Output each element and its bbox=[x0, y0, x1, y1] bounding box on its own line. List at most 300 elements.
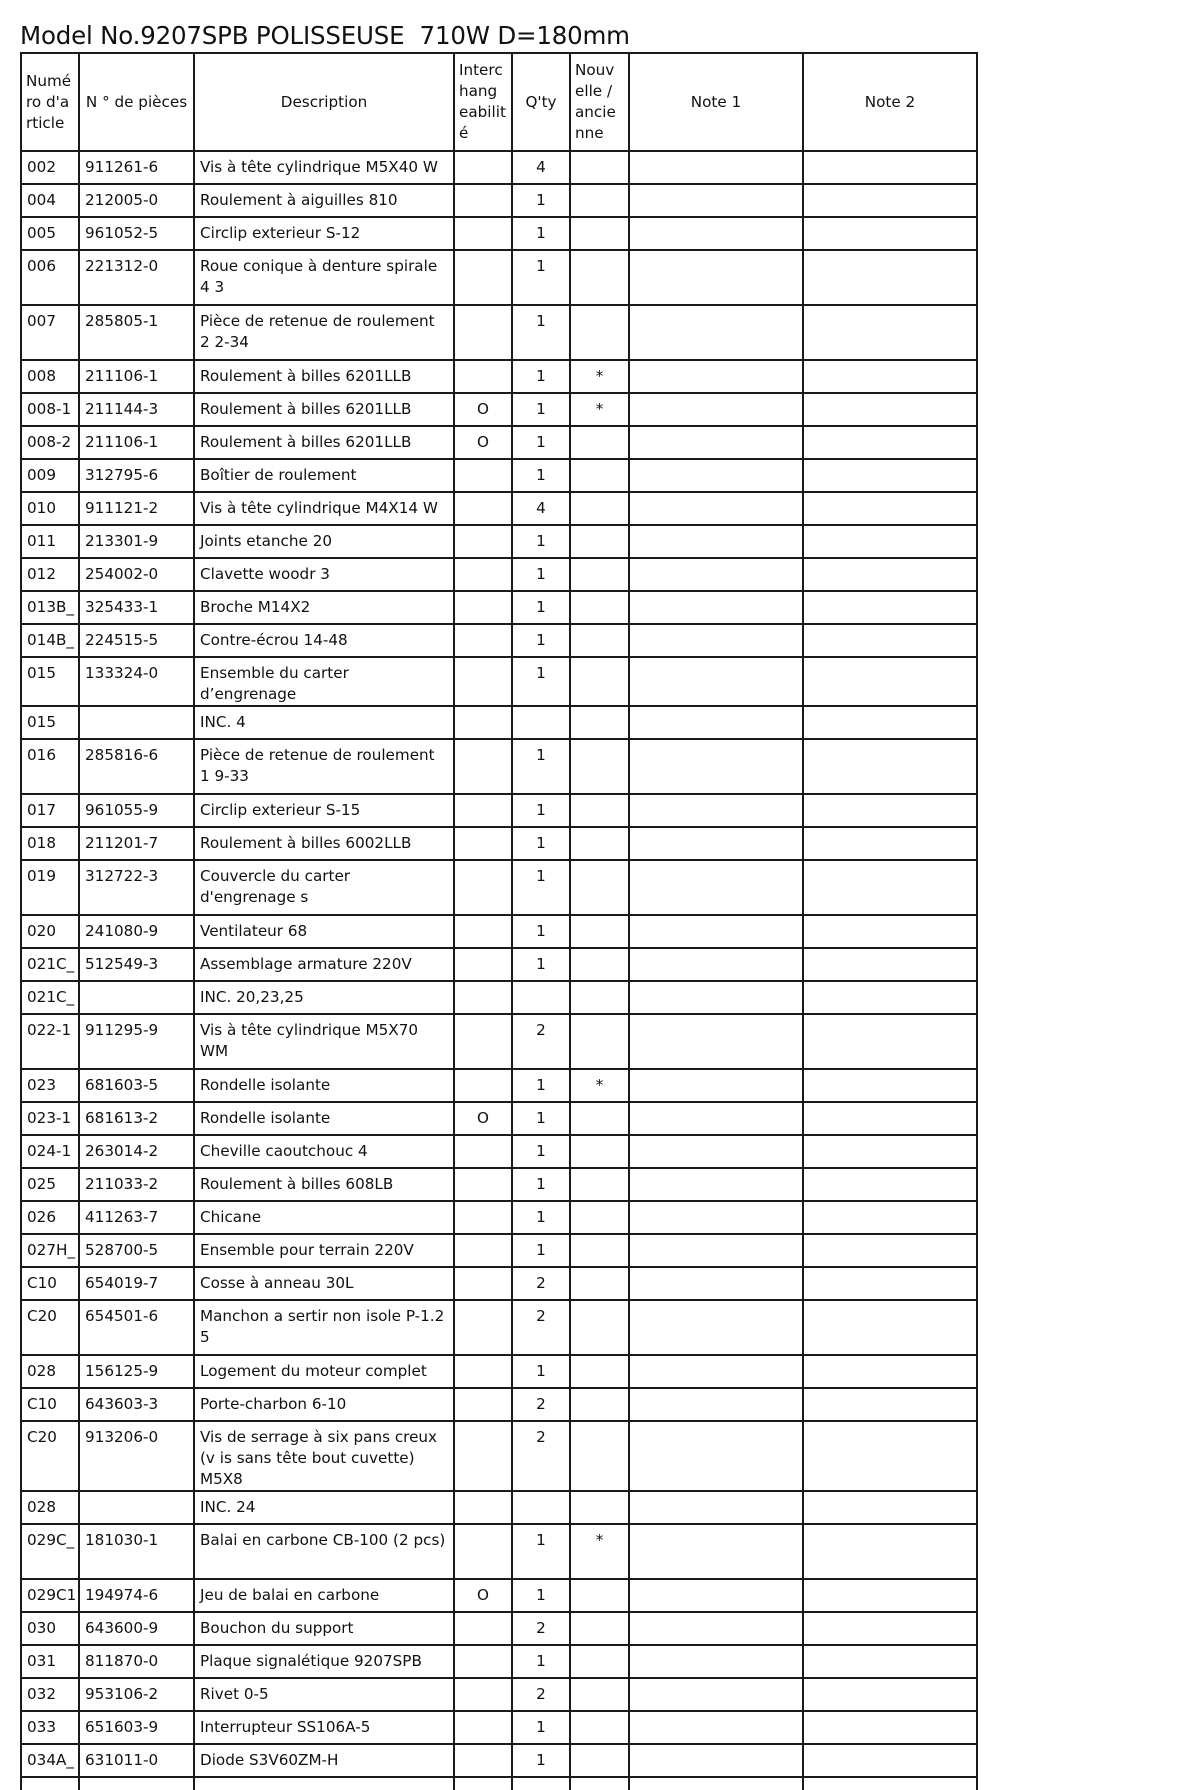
note-2-cell bbox=[803, 305, 977, 360]
item-number-cell: 008-1 bbox=[21, 393, 79, 426]
quantity-cell: 2 bbox=[512, 1267, 570, 1300]
table-row bbox=[21, 558, 977, 591]
note-2-cell bbox=[803, 1491, 977, 1524]
interchangeability-cell bbox=[454, 1135, 512, 1168]
table-row bbox=[21, 1135, 977, 1168]
item-number-cell: 020 bbox=[21, 915, 79, 948]
table-row bbox=[21, 1612, 977, 1645]
item-number-cell: C20 bbox=[21, 1300, 79, 1355]
item-number-cell: 002 bbox=[21, 151, 79, 184]
note-1-cell bbox=[629, 250, 803, 305]
new-old-cell bbox=[570, 250, 629, 305]
item-number-cell: 029C_ bbox=[21, 1524, 79, 1579]
item-number-cell: 023-1 bbox=[21, 1102, 79, 1135]
interchangeability-cell bbox=[454, 1069, 512, 1102]
part-number-cell: 312722-3 bbox=[79, 860, 194, 915]
note-1-cell bbox=[629, 739, 803, 794]
item-number-cell: C10 bbox=[21, 1388, 79, 1421]
interchangeability-cell bbox=[454, 591, 512, 624]
description-cell: Roue conique à denture spirale 4 3 bbox=[194, 250, 454, 305]
part-number-cell: 263014-2 bbox=[79, 1135, 194, 1168]
new-old-cell bbox=[570, 1645, 629, 1678]
note-2-cell bbox=[803, 151, 977, 184]
note-2-cell bbox=[803, 426, 977, 459]
table-row bbox=[21, 1168, 977, 1201]
table-row bbox=[21, 794, 977, 827]
description-cell: Boîtier de roulement bbox=[194, 459, 454, 492]
description-cell: Rondelle isolante bbox=[194, 1102, 454, 1135]
part-number-cell: 254002-0 bbox=[79, 558, 194, 591]
part-number-cell: 181030-1 bbox=[79, 1524, 194, 1579]
new-old-cell bbox=[570, 1421, 629, 1491]
new-old-cell bbox=[570, 492, 629, 525]
note-1-cell bbox=[629, 1168, 803, 1201]
item-number-cell: 011 bbox=[21, 525, 79, 558]
note-1-cell bbox=[629, 492, 803, 525]
note-1-cell bbox=[629, 1267, 803, 1300]
new-old-cell bbox=[570, 217, 629, 250]
description-cell: Roulement à billes 6201LLB bbox=[194, 360, 454, 393]
interchangeability-cell bbox=[454, 948, 512, 981]
quantity-cell: 1 bbox=[512, 360, 570, 393]
empty-cell bbox=[629, 1777, 803, 1790]
note-1-cell bbox=[629, 860, 803, 915]
item-number-cell: C20 bbox=[21, 1421, 79, 1491]
description-cell: Contre-écrou 14-48 bbox=[194, 624, 454, 657]
note-2-cell bbox=[803, 794, 977, 827]
quantity-cell: 1 bbox=[512, 1744, 570, 1777]
note-1-cell bbox=[629, 706, 803, 739]
description-cell: Manchon a sertir non isole P-1.2 5 bbox=[194, 1300, 454, 1355]
part-number-cell: 211106-1 bbox=[79, 426, 194, 459]
empty-cell bbox=[570, 1777, 629, 1790]
quantity-cell: 1 bbox=[512, 657, 570, 706]
description-cell: Couvercle du carter d'engrenage s bbox=[194, 860, 454, 915]
description-cell: Roulement à billes 6201LLB bbox=[194, 426, 454, 459]
new-old-cell bbox=[570, 981, 629, 1014]
item-number-cell: 007 bbox=[21, 305, 79, 360]
table-row bbox=[21, 624, 977, 657]
note-1-cell bbox=[629, 981, 803, 1014]
quantity-cell: 1 bbox=[512, 558, 570, 591]
interchangeability-cell: O bbox=[454, 426, 512, 459]
empty-cell bbox=[454, 1777, 512, 1790]
description-cell: INC. 4 bbox=[194, 706, 454, 739]
note-2-cell bbox=[803, 1135, 977, 1168]
part-number-cell: 654019-7 bbox=[79, 1267, 194, 1300]
note-2-cell bbox=[803, 525, 977, 558]
quantity-cell: 1 bbox=[512, 1645, 570, 1678]
interchangeability-cell: O bbox=[454, 1102, 512, 1135]
header-new-old: Nouv elle / ancie nne bbox=[570, 53, 629, 151]
header-note-1: Note 1 bbox=[629, 53, 803, 151]
description-cell: Vis à tête cylindrique M5X70 WM bbox=[194, 1014, 454, 1069]
new-old-cell bbox=[570, 525, 629, 558]
note-1-cell bbox=[629, 1579, 803, 1612]
note-2-cell bbox=[803, 1201, 977, 1234]
new-old-cell bbox=[570, 739, 629, 794]
item-number-cell: 017 bbox=[21, 794, 79, 827]
note-1-cell bbox=[629, 459, 803, 492]
quantity-cell: 2 bbox=[512, 1678, 570, 1711]
quantity-cell bbox=[512, 981, 570, 1014]
note-2-cell bbox=[803, 948, 977, 981]
part-number-cell: 631011-0 bbox=[79, 1744, 194, 1777]
note-2-cell bbox=[803, 558, 977, 591]
new-old-cell bbox=[570, 794, 629, 827]
new-old-cell bbox=[570, 591, 629, 624]
note-2-cell bbox=[803, 1744, 977, 1777]
header-description: Description bbox=[194, 53, 454, 151]
note-2-cell bbox=[803, 1069, 977, 1102]
item-number-cell: 009 bbox=[21, 459, 79, 492]
item-number-cell: 012 bbox=[21, 558, 79, 591]
new-old-cell bbox=[570, 1711, 629, 1744]
item-number-cell: 026 bbox=[21, 1201, 79, 1234]
interchangeability-cell bbox=[454, 1744, 512, 1777]
table-row bbox=[21, 426, 977, 459]
note-1-cell bbox=[629, 948, 803, 981]
note-2-cell bbox=[803, 1234, 977, 1267]
description-cell: Plaque signalétique 9207SPB bbox=[194, 1645, 454, 1678]
description-cell: Ensemble pour terrain 220V bbox=[194, 1234, 454, 1267]
interchangeability-cell bbox=[454, 184, 512, 217]
quantity-cell: 1 bbox=[512, 915, 570, 948]
item-number-cell: 008-2 bbox=[21, 426, 79, 459]
page-title: Model No.9207SPB POLISSEUSE 710W D=180mm bbox=[20, 21, 630, 50]
item-number-cell: 032 bbox=[21, 1678, 79, 1711]
description-cell: Interrupteur SS106A-5 bbox=[194, 1711, 454, 1744]
new-old-cell bbox=[570, 1612, 629, 1645]
interchangeability-cell bbox=[454, 1612, 512, 1645]
table-row bbox=[21, 706, 977, 739]
description-cell: Cheville caoutchouc 4 bbox=[194, 1135, 454, 1168]
new-old-cell bbox=[570, 1234, 629, 1267]
interchangeability-cell bbox=[454, 1201, 512, 1234]
note-2-cell bbox=[803, 624, 977, 657]
header-part-number: N ° de pièces bbox=[79, 53, 194, 151]
description-cell: Roulement à aiguilles 810 bbox=[194, 184, 454, 217]
part-number-cell: 211106-1 bbox=[79, 360, 194, 393]
table-row bbox=[21, 1421, 977, 1491]
part-number-cell: 681603-5 bbox=[79, 1069, 194, 1102]
new-old-cell bbox=[570, 426, 629, 459]
table-row bbox=[21, 360, 977, 393]
interchangeability-cell bbox=[454, 151, 512, 184]
quantity-cell: 1 bbox=[512, 1524, 570, 1579]
description-cell: Roulement à billes 6201LLB bbox=[194, 393, 454, 426]
quantity-cell: 1 bbox=[512, 591, 570, 624]
interchangeability-cell bbox=[454, 1388, 512, 1421]
note-1-cell bbox=[629, 184, 803, 217]
note-2-cell bbox=[803, 860, 977, 915]
description-cell: Pièce de retenue de roulement 2 2-34 bbox=[194, 305, 454, 360]
interchangeability-cell bbox=[454, 1355, 512, 1388]
description-cell: Assemblage armature 220V bbox=[194, 948, 454, 981]
quantity-cell bbox=[512, 706, 570, 739]
part-number-cell: 285805-1 bbox=[79, 305, 194, 360]
header-item-number: Numé ro d'a rticle bbox=[21, 53, 79, 151]
description-cell: Vis à tête cylindrique M4X14 W bbox=[194, 492, 454, 525]
quantity-cell: 2 bbox=[512, 1612, 570, 1645]
item-number-cell: 031 bbox=[21, 1645, 79, 1678]
new-old-cell: * bbox=[570, 360, 629, 393]
note-2-cell bbox=[803, 1388, 977, 1421]
part-number-cell: 643603-3 bbox=[79, 1388, 194, 1421]
table-row bbox=[21, 1579, 977, 1612]
note-2-cell bbox=[803, 1102, 977, 1135]
item-number-cell: 021C_ bbox=[21, 948, 79, 981]
description-cell: Bouchon du support bbox=[194, 1612, 454, 1645]
part-number-cell: 212005-0 bbox=[79, 184, 194, 217]
new-old-cell bbox=[570, 860, 629, 915]
part-number-cell: 654501-6 bbox=[79, 1300, 194, 1355]
new-old-cell bbox=[570, 1014, 629, 1069]
part-number-cell: 811870-0 bbox=[79, 1645, 194, 1678]
new-old-cell bbox=[570, 1579, 629, 1612]
description-cell: INC. 20,23,25 bbox=[194, 981, 454, 1014]
new-old-cell bbox=[570, 184, 629, 217]
description-cell: Porte-charbon 6-10 bbox=[194, 1388, 454, 1421]
item-number-cell: 005 bbox=[21, 217, 79, 250]
quantity-cell: 4 bbox=[512, 151, 570, 184]
note-2-cell bbox=[803, 981, 977, 1014]
interchangeability-cell bbox=[454, 217, 512, 250]
note-2-cell bbox=[803, 739, 977, 794]
table-row bbox=[21, 981, 977, 1014]
item-number-cell: 028 bbox=[21, 1355, 79, 1388]
table-row bbox=[21, 459, 977, 492]
new-old-cell bbox=[570, 1168, 629, 1201]
table-row bbox=[21, 948, 977, 981]
interchangeability-cell bbox=[454, 706, 512, 739]
interchangeability-cell bbox=[454, 459, 512, 492]
part-number-cell: 681613-2 bbox=[79, 1102, 194, 1135]
item-number-cell: 021C_ bbox=[21, 981, 79, 1014]
description-cell: Ventilateur 68 bbox=[194, 915, 454, 948]
part-number-cell: 211144-3 bbox=[79, 393, 194, 426]
quantity-cell: 1 bbox=[512, 1168, 570, 1201]
note-2-cell bbox=[803, 250, 977, 305]
quantity-cell: 1 bbox=[512, 739, 570, 794]
note-1-cell bbox=[629, 1645, 803, 1678]
part-number-cell: 651603-9 bbox=[79, 1711, 194, 1744]
note-1-cell bbox=[629, 558, 803, 591]
description-cell: Broche M14X2 bbox=[194, 591, 454, 624]
interchangeability-cell bbox=[454, 1645, 512, 1678]
note-2-cell bbox=[803, 657, 977, 706]
new-old-cell bbox=[570, 1355, 629, 1388]
interchangeability-cell bbox=[454, 1421, 512, 1491]
interchangeability-cell bbox=[454, 827, 512, 860]
description-cell: Jeu de balai en carbone bbox=[194, 1579, 454, 1612]
note-1-cell bbox=[629, 1421, 803, 1491]
empty-cell bbox=[512, 1777, 570, 1790]
table-header-row bbox=[21, 53, 977, 151]
item-number-cell: 015 bbox=[21, 657, 79, 706]
part-number-cell: 961055-9 bbox=[79, 794, 194, 827]
note-2-cell bbox=[803, 1579, 977, 1612]
item-number-cell: 014B_ bbox=[21, 624, 79, 657]
description-cell: Vis de serrage à six pans creux (v is sans tête bout cuvette) M5X8 bbox=[194, 1421, 454, 1491]
note-1-cell bbox=[629, 657, 803, 706]
note-2-cell bbox=[803, 1645, 977, 1678]
description-cell: Pièce de retenue de roulement 1 9-33 bbox=[194, 739, 454, 794]
interchangeability-cell bbox=[454, 794, 512, 827]
item-number-cell: 024-1 bbox=[21, 1135, 79, 1168]
interchangeability-cell bbox=[454, 558, 512, 591]
interchangeability-cell bbox=[454, 1524, 512, 1579]
new-old-cell bbox=[570, 1491, 629, 1524]
quantity-cell: 1 bbox=[512, 1102, 570, 1135]
part-number-cell: 312795-6 bbox=[79, 459, 194, 492]
part-number-cell: 512549-3 bbox=[79, 948, 194, 981]
table-row bbox=[21, 1300, 977, 1355]
part-number-cell bbox=[79, 706, 194, 739]
empty-cell bbox=[803, 1777, 977, 1790]
quantity-cell: 2 bbox=[512, 1421, 570, 1491]
header-quantity: Q'ty bbox=[512, 53, 570, 151]
table-row bbox=[21, 1234, 977, 1267]
interchangeability-cell bbox=[454, 1234, 512, 1267]
part-number-cell: 961052-5 bbox=[79, 217, 194, 250]
item-number-cell: 008 bbox=[21, 360, 79, 393]
note-1-cell bbox=[629, 1102, 803, 1135]
item-number-cell: 029C1 bbox=[21, 1579, 79, 1612]
table-row bbox=[21, 393, 977, 426]
new-old-cell bbox=[570, 151, 629, 184]
part-number-cell bbox=[79, 981, 194, 1014]
note-1-cell bbox=[629, 915, 803, 948]
quantity-cell: 1 bbox=[512, 1711, 570, 1744]
part-number-cell: 911261-6 bbox=[79, 151, 194, 184]
description-cell: INC. 24 bbox=[194, 1491, 454, 1524]
note-2-cell bbox=[803, 706, 977, 739]
quantity-cell: 1 bbox=[512, 217, 570, 250]
note-1-cell bbox=[629, 1135, 803, 1168]
note-1-cell bbox=[629, 393, 803, 426]
new-old-cell: * bbox=[570, 1524, 629, 1579]
item-number-cell: 030 bbox=[21, 1612, 79, 1645]
note-2-cell bbox=[803, 591, 977, 624]
new-old-cell bbox=[570, 1135, 629, 1168]
description-cell: Circlip exterieur S-12 bbox=[194, 217, 454, 250]
table-row bbox=[21, 739, 977, 794]
note-1-cell bbox=[629, 305, 803, 360]
interchangeability-cell bbox=[454, 305, 512, 360]
header-interchangeability: Interc hang eabilit é bbox=[454, 53, 512, 151]
quantity-cell: 1 bbox=[512, 1135, 570, 1168]
note-1-cell bbox=[629, 1014, 803, 1069]
note-1-cell bbox=[629, 525, 803, 558]
item-number-cell: 025 bbox=[21, 1168, 79, 1201]
item-number-cell: 033 bbox=[21, 1711, 79, 1744]
table-row bbox=[21, 1491, 977, 1524]
note-1-cell bbox=[629, 1300, 803, 1355]
note-1-cell bbox=[629, 1234, 803, 1267]
interchangeability-cell bbox=[454, 624, 512, 657]
note-2-cell bbox=[803, 1014, 977, 1069]
note-1-cell bbox=[629, 1388, 803, 1421]
quantity-cell bbox=[512, 1491, 570, 1524]
part-number-cell: 211033-2 bbox=[79, 1168, 194, 1201]
table-row-continued bbox=[21, 1777, 977, 1790]
new-old-cell bbox=[570, 1201, 629, 1234]
note-2-cell bbox=[803, 360, 977, 393]
new-old-cell bbox=[570, 948, 629, 981]
description-cell: Roulement à billes 608LB bbox=[194, 1168, 454, 1201]
item-number-cell: 015 bbox=[21, 706, 79, 739]
part-number-cell: 325433-1 bbox=[79, 591, 194, 624]
empty-cell bbox=[194, 1777, 454, 1790]
table-row bbox=[21, 1102, 977, 1135]
new-old-cell bbox=[570, 459, 629, 492]
new-old-cell bbox=[570, 558, 629, 591]
note-1-cell bbox=[629, 1201, 803, 1234]
description-cell: Ensemble du carter d’engrenage bbox=[194, 657, 454, 706]
note-1-cell bbox=[629, 624, 803, 657]
table-row bbox=[21, 860, 977, 915]
description-cell: Chicane bbox=[194, 1201, 454, 1234]
part-number-cell: 241080-9 bbox=[79, 915, 194, 948]
note-1-cell bbox=[629, 591, 803, 624]
table-row bbox=[21, 1524, 977, 1579]
interchangeability-cell bbox=[454, 1711, 512, 1744]
note-2-cell bbox=[803, 827, 977, 860]
note-2-cell bbox=[803, 915, 977, 948]
new-old-cell bbox=[570, 827, 629, 860]
new-old-cell bbox=[570, 915, 629, 948]
table-row bbox=[21, 1069, 977, 1102]
quantity-cell: 1 bbox=[512, 794, 570, 827]
note-1-cell bbox=[629, 827, 803, 860]
part-number-cell: 221312-0 bbox=[79, 250, 194, 305]
part-number-cell: 224515-5 bbox=[79, 624, 194, 657]
note-1-cell bbox=[629, 360, 803, 393]
part-number-cell bbox=[79, 1491, 194, 1524]
note-1-cell bbox=[629, 217, 803, 250]
interchangeability-cell bbox=[454, 492, 512, 525]
interchangeability-cell bbox=[454, 1300, 512, 1355]
item-number-cell: 006 bbox=[21, 250, 79, 305]
part-number-cell: 156125-9 bbox=[79, 1355, 194, 1388]
interchangeability-cell bbox=[454, 657, 512, 706]
new-old-cell bbox=[570, 1744, 629, 1777]
table-row bbox=[21, 1711, 977, 1744]
item-number-cell: 016 bbox=[21, 739, 79, 794]
new-old-cell bbox=[570, 706, 629, 739]
interchangeability-cell bbox=[454, 1267, 512, 1300]
quantity-cell: 2 bbox=[512, 1388, 570, 1421]
note-1-cell bbox=[629, 1355, 803, 1388]
note-2-cell bbox=[803, 1524, 977, 1579]
part-number-cell: 528700-5 bbox=[79, 1234, 194, 1267]
empty-cell bbox=[79, 1777, 194, 1790]
quantity-cell: 1 bbox=[512, 305, 570, 360]
quantity-cell: 1 bbox=[512, 948, 570, 981]
new-old-cell bbox=[570, 1102, 629, 1135]
part-number-cell: 913206-0 bbox=[79, 1421, 194, 1491]
item-number-cell: 004 bbox=[21, 184, 79, 217]
table-row bbox=[21, 591, 977, 624]
description-cell: Rivet 0-5 bbox=[194, 1678, 454, 1711]
description-cell: Logement du moteur complet bbox=[194, 1355, 454, 1388]
item-number-cell: 027H_ bbox=[21, 1234, 79, 1267]
note-2-cell bbox=[803, 1267, 977, 1300]
note-1-cell bbox=[629, 1711, 803, 1744]
new-old-cell bbox=[570, 305, 629, 360]
item-number-cell: 028 bbox=[21, 1491, 79, 1524]
